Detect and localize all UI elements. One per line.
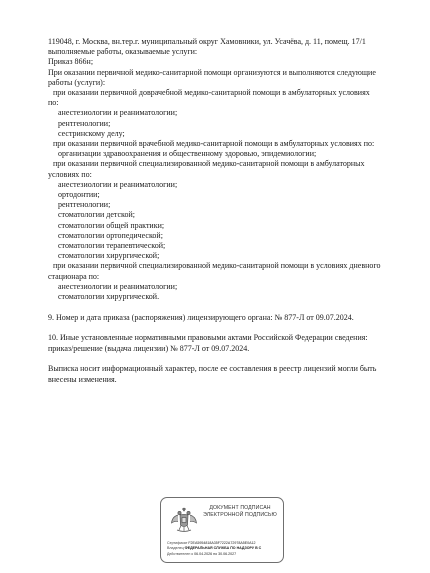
russian-coat-of-arms-icon <box>169 506 199 536</box>
day-hospital-heading: при оказании первичной специализированной медико-санитарной помощи в условиях дневного <box>53 261 381 271</box>
stamp-owner-label: Владелец <box>167 546 184 551</box>
list-item: анестезиологии и реаниматологии; <box>58 179 178 189</box>
list-item: сестринскому делу; <box>58 128 125 138</box>
stamp-title <box>199 505 281 519</box>
list-item: анестезиологии и реаниматологии; <box>58 281 178 291</box>
list-item: стоматологии хирургической; <box>58 251 160 261</box>
stamp-owner-value: ФЕДЕРАЛЬНАЯ СЛУЖБА ПО НАДЗОРУ В С <box>184 546 262 551</box>
license-extract-page <box>48 37 408 385</box>
list-item: стоматологии детской; <box>58 210 136 220</box>
day-hospital-heading-cont: стационара по: <box>48 271 100 281</box>
works-intro: выполняемые работы, оказываемые услуги: <box>48 47 198 57</box>
stamp-cert-label: Сертификат <box>167 541 188 545</box>
list-item: стоматологии общей практики; <box>58 220 165 230</box>
prevrach-heading-cont: по: <box>48 98 59 108</box>
stamp-valid-value: с 06.04.2026 по 30.06.2027 <box>191 551 237 556</box>
disclaimer-note: Выписка носит информационный характер, после ее составления в реестр лицензий могли быть <box>48 364 377 374</box>
list-item: стоматологии терапевтической; <box>58 241 166 251</box>
order-reference: Приказ 866н; <box>48 57 94 67</box>
list-item: стоматологии хирургической. <box>58 292 160 302</box>
list-item: анестезиологии и реаниматологии; <box>58 108 178 118</box>
stamp-valid-row <box>167 552 283 557</box>
primary-care-heading-cont: работы (услуги): <box>48 77 106 87</box>
section-10-value: приказ/решение (выдача лицензии) № 877-Л от 09.07.2024. <box>48 343 250 353</box>
spec-heading-cont: условиях по: <box>48 169 92 179</box>
stamp-cert-value: F2EA5954818A35F7222A72978A5E0A12 <box>188 541 256 545</box>
list-item: стоматологии ортопедической; <box>58 230 163 240</box>
section-9-order: 9. Номер и дата приказа (распоряжения) лицензирующего органа: № 877-Л от 09.07.2024. <box>48 312 354 322</box>
list-item: рентгенологии; <box>58 118 111 128</box>
section-10-heading: 10. Иные установленные нормативными правовыми актами Российской Федерации сведения: <box>48 333 368 343</box>
vrach-heading: при оказании первичной врачебной медико-санитарной помощи в амбулаторных условиях по: <box>53 139 375 149</box>
stamp-valid-label: Действителен <box>167 551 191 556</box>
list-item: ортодонтии; <box>58 190 100 200</box>
stamp-title-line1: ДОКУМЕНТ ПОДПИСАН <box>209 505 271 511</box>
list-item: рентгенологии; <box>58 200 111 210</box>
disclaimer-note-cont: внесены изменения. <box>48 374 117 384</box>
prevrach-heading: при оказании первичной доврачебной медико-санитарной помощи в амбулаторных условиях <box>53 88 370 98</box>
stamp-title-line2: ЭЛЕКТРОННОЙ ПОДПИСЬЮ <box>203 511 277 518</box>
primary-care-heading: При оказании первичной медико-санитарной помощи организуются и выполняются следующие <box>48 67 376 77</box>
spec-heading: при оказании первичной специализированной медико-санитарной помощи в амбулаторных <box>53 159 365 169</box>
stamp-details <box>167 541 283 557</box>
address-line: 119048, г. Москва, вн.тер.г. муниципальный округ Хамовники, ул. Усачёва, д. 11, помещ. 17/1 <box>48 37 366 46</box>
list-item: организации здравоохранения и общественному здоровью, эпидемиологии; <box>58 149 317 159</box>
electronic-signature-stamp <box>160 497 284 563</box>
